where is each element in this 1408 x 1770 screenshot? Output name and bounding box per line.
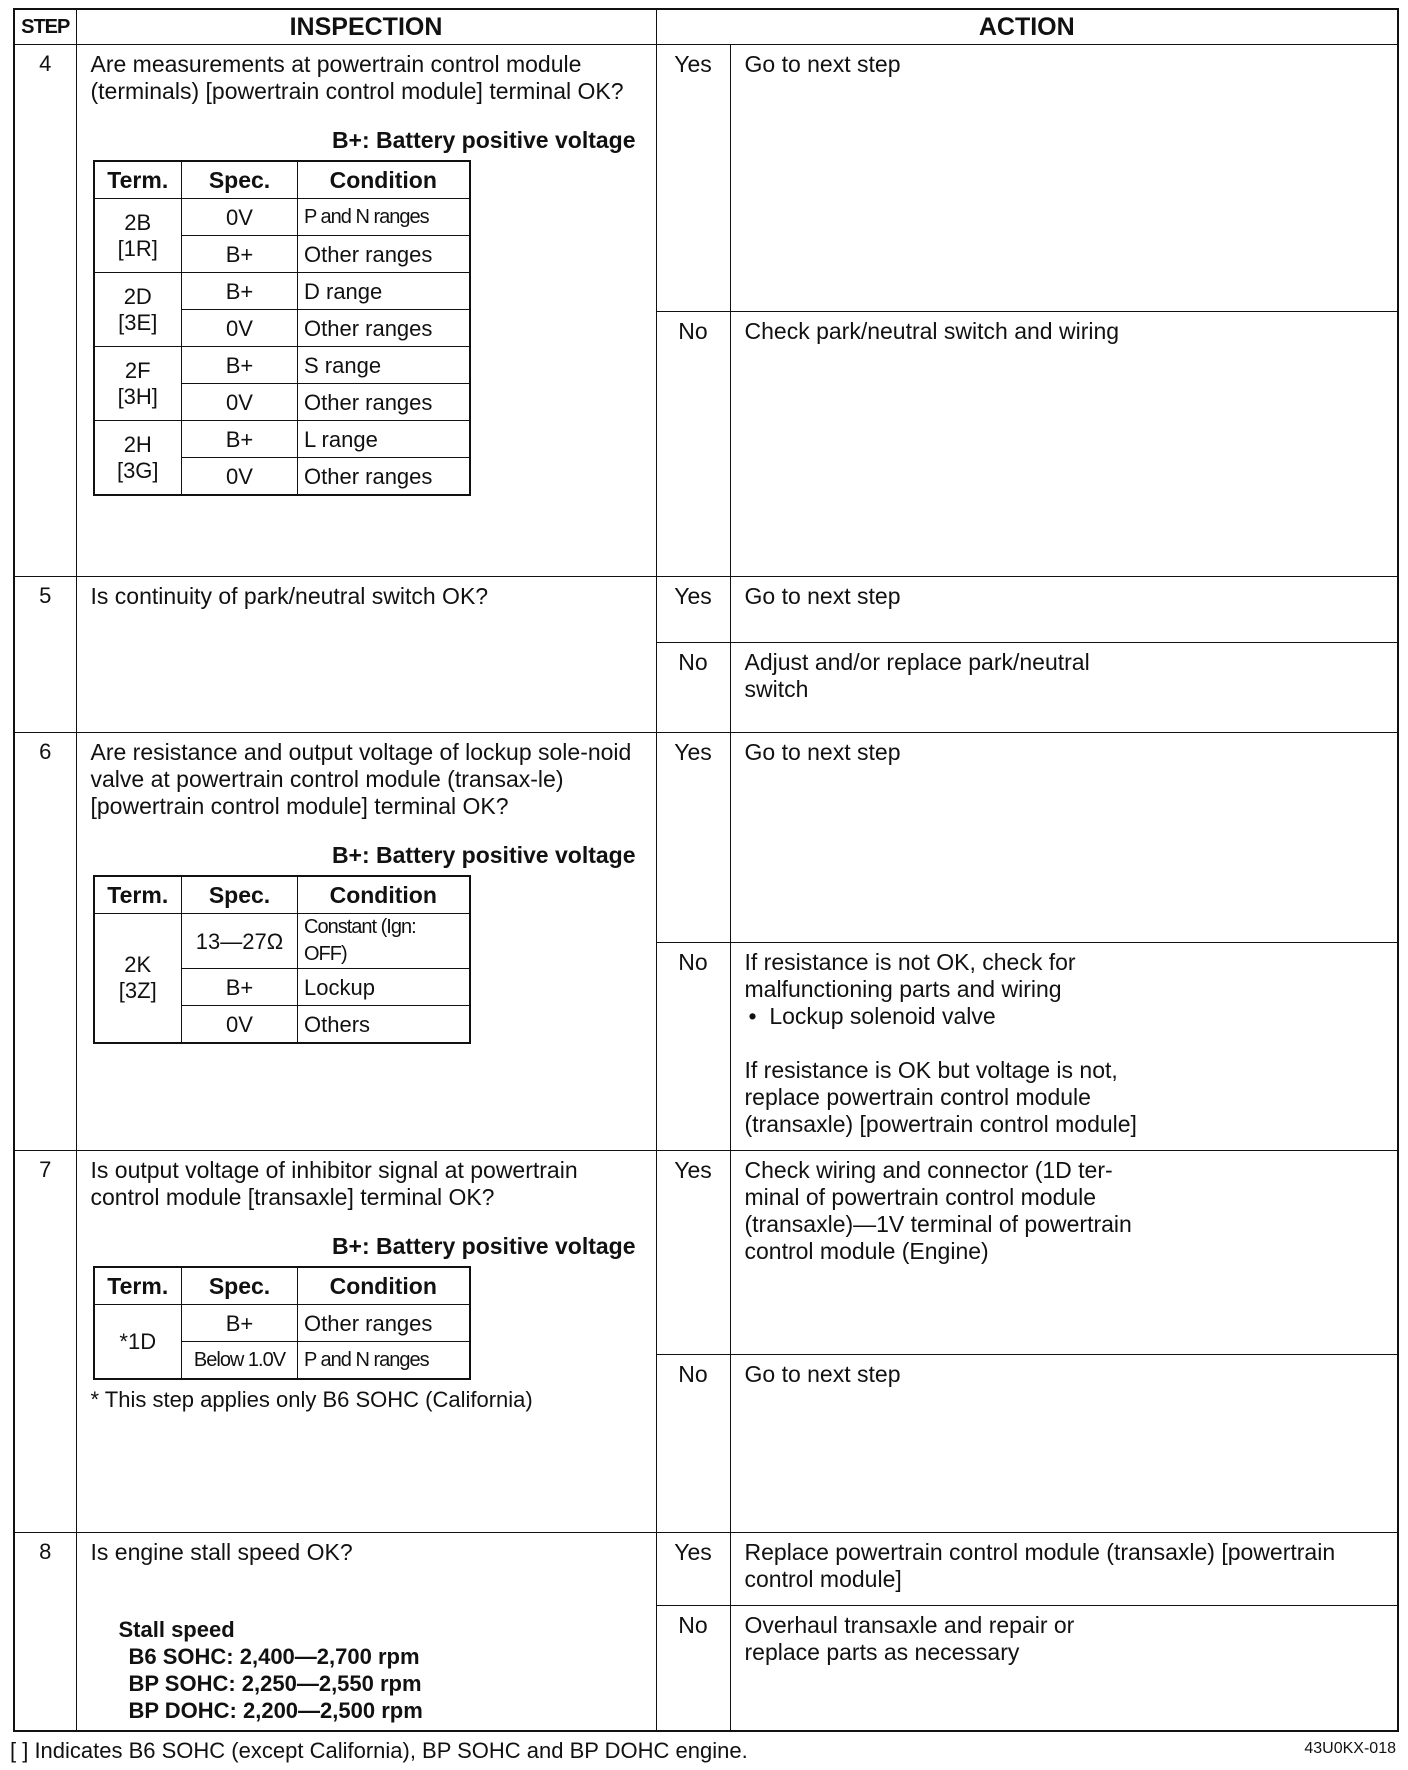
no-action: Overhaul transaxle and repair or replace parts as necessary [730, 1605, 1398, 1731]
no-label: No [656, 943, 730, 1151]
stall-line: B6 SOHC: 2,400—2,700 rpm [128, 1644, 420, 1669]
spec-cell: B+ [182, 1305, 298, 1342]
yes-action: Replace powertrain control module (transaxle) [powertrain control module] [730, 1533, 1398, 1606]
step-5-yes-row [14, 577, 1398, 643]
inspection-header: INSPECTION [76, 9, 656, 45]
step-4-yes-row [14, 45, 1398, 312]
spec-cell: 0V [182, 384, 298, 421]
condition-cell: P and N ranges [298, 1342, 470, 1380]
condition-cell: Other ranges [298, 384, 470, 421]
no-label: No [656, 312, 730, 577]
step-number: 5 [14, 577, 76, 733]
spec-table [93, 1266, 471, 1380]
step-8-inspection [76, 1533, 656, 1732]
term-header: Term. [94, 1267, 182, 1305]
step-number: 4 [14, 45, 76, 577]
step-6-yes-row [14, 733, 1398, 943]
condition-cell: Constant (Ign: OFF) [298, 914, 470, 969]
spec-table [93, 875, 471, 1044]
spec-header: Spec. [182, 161, 298, 199]
spec-cell: B+ [182, 969, 298, 1006]
no-label: No [656, 1605, 730, 1731]
condition-cell: D range [298, 273, 470, 310]
yes-action: Go to next step [730, 577, 1398, 643]
term-header: Term. [94, 161, 182, 199]
step-8-yes-row [14, 1533, 1398, 1606]
spec-cell: Below 1.0V [182, 1342, 298, 1380]
spec-table [93, 160, 471, 496]
yes-label: Yes [656, 45, 730, 312]
no-action-bullet: • Lockup solenoid valve [748, 1003, 996, 1029]
no-action: Adjust and/or replace park/neutral switch [730, 643, 1398, 733]
stall-speed-spec [119, 1616, 644, 1724]
yes-action: Check wiring and connector (1D ter-minal of powertrain control module (transaxle)—1V terminal of powertrain control module (Engine) [730, 1151, 1398, 1355]
spec-cell: 0V [182, 1006, 298, 1044]
yes-action: Go to next step [730, 733, 1398, 943]
bplus-legend: B+: Battery positive voltage [331, 127, 636, 153]
action-header: ACTION [656, 9, 1398, 45]
condition-cell: Other ranges [298, 458, 470, 496]
spec-cell: 0V [182, 310, 298, 347]
no-action: Check park/neutral switch and wiring [730, 312, 1398, 577]
no-action-text: If resistance is not OK, check for malfunctioning parts and wiring [744, 949, 1076, 1002]
yes-label: Yes [656, 1151, 730, 1355]
condition-header: Condition [298, 161, 470, 199]
step-4-inspection [76, 45, 656, 577]
stall-title: Stall speed [118, 1617, 235, 1642]
spec-cell: 0V [182, 199, 298, 236]
step-question: Are resistance and output voltage of lockup sole-noid valve at powertrain control module (transax-le) [powertrain control module] terminal OK? [90, 739, 632, 819]
condition-cell: Other ranges [298, 1305, 470, 1342]
step-6-inspection [76, 733, 656, 1151]
term-cell: 2H [3G] [94, 421, 182, 496]
yes-label: Yes [656, 577, 730, 643]
no-action-text-2: If resistance is OK but voltage is not, replace powertrain control module (transaxle) [powertrain control module] [744, 1057, 1137, 1137]
spec-cell: B+ [182, 421, 298, 458]
spec-cell: B+ [182, 236, 298, 273]
step-header: STEP [14, 9, 76, 45]
step-question: Is engine stall speed OK? [90, 1539, 353, 1565]
spec-cell: B+ [182, 273, 298, 310]
spec-cell: B+ [182, 347, 298, 384]
bplus-legend: B+: Battery positive voltage [331, 1233, 636, 1259]
spec-cell: 0V [182, 458, 298, 496]
spec-header: Spec. [182, 876, 298, 914]
step-question: Are measurements at powertrain control module (terminals) [powertrain control module] terminal OK? [90, 51, 624, 104]
yes-label: Yes [656, 733, 730, 943]
condition-header: Condition [298, 876, 470, 914]
step-number: 6 [14, 733, 76, 1151]
spec-cell: 13—27Ω [182, 914, 298, 969]
condition-header: Condition [298, 1267, 470, 1305]
diagnostic-table [13, 8, 1399, 1732]
condition-cell: Others [298, 1006, 470, 1044]
step-question: Is continuity of park/neutral switch OK? [76, 577, 656, 733]
footer-note: [ ] Indicates B6 SOHC (except California), BP SOHC and BP DOHC engine. [10, 1738, 748, 1763]
stall-line: BP DOHC: 2,200—2,500 rpm [128, 1698, 423, 1723]
stall-line: BP SOHC: 2,250—2,550 rpm [128, 1671, 422, 1696]
term-cell: 2D [3E] [94, 273, 182, 347]
condition-cell: S range [298, 347, 470, 384]
condition-cell: Lockup [298, 969, 470, 1006]
header-row [14, 9, 1398, 45]
step-7-yes-row [14, 1151, 1398, 1355]
step-note: * This step applies only B6 SOHC (California) [90, 1387, 533, 1412]
step-question: Is output voltage of inhibitor signal at powertrain control module [transaxle] terminal OK? [90, 1157, 578, 1210]
step-number: 7 [14, 1151, 76, 1533]
condition-cell: P and N ranges [298, 199, 470, 236]
no-label: No [656, 1355, 730, 1533]
term-cell: 2F [3H] [94, 347, 182, 421]
no-label: No [656, 643, 730, 733]
term-header: Term. [94, 876, 182, 914]
condition-cell: Other ranges [298, 236, 470, 273]
yes-action: Go to next step [730, 45, 1398, 312]
condition-cell: L range [298, 421, 470, 458]
no-action: Go to next step [730, 1355, 1398, 1533]
term-cell: 2B [1R] [94, 199, 182, 273]
yes-label: Yes [656, 1533, 730, 1606]
step-number: 8 [14, 1533, 76, 1732]
no-action [730, 943, 1398, 1151]
condition-cell: Other ranges [298, 310, 470, 347]
bplus-legend: B+: Battery positive voltage [331, 842, 636, 868]
figure-code: 43U0KX-018 [1304, 1740, 1396, 1757]
step-7-inspection [76, 1151, 656, 1533]
spec-header: Spec. [182, 1267, 298, 1305]
term-cell: 2K [3Z] [94, 914, 182, 1044]
term-cell: *1D [94, 1305, 182, 1380]
